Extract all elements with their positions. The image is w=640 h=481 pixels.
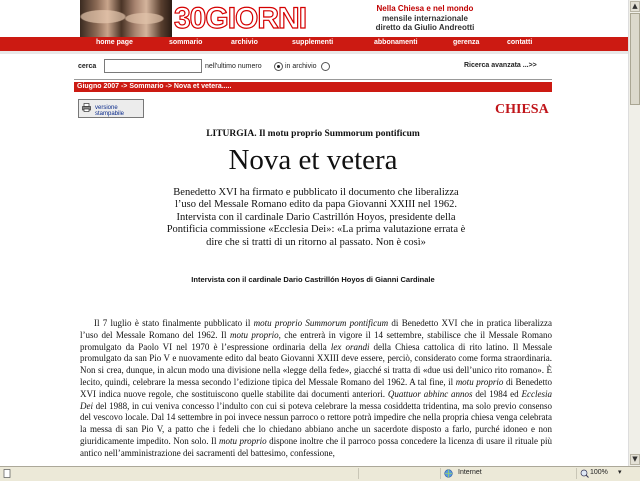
print-version-label: versione stampabile	[95, 105, 125, 117]
zoom-icon[interactable]	[580, 469, 589, 478]
nav-supplementi[interactable]: supplementi	[292, 39, 334, 46]
breadcrumb	[74, 82, 552, 92]
tagline-line-1: Nella Chiesa e nel mondo	[376, 4, 474, 13]
site-logo[interactable]: 30GIORNI	[174, 2, 307, 35]
main-nav	[0, 37, 628, 51]
security-zone-label: Internet	[458, 469, 482, 476]
scroll-thumb[interactable]	[630, 13, 640, 105]
search-option-archive-label: in archivio	[285, 63, 317, 70]
status-cell-divider	[576, 468, 577, 479]
header-photo	[80, 0, 172, 37]
scroll-down-button[interactable]: ▼	[630, 454, 640, 465]
nav-archivio[interactable]: archivio	[231, 39, 258, 46]
tagline-line-2: mensile internazionale	[382, 13, 468, 23]
nav-abbonamenti[interactable]: abbonamenti	[374, 39, 418, 46]
search-label: cerca	[78, 63, 97, 70]
browser-status-bar	[0, 466, 640, 481]
section-label: CHIESA	[495, 102, 549, 117]
search-option-archive-radio[interactable]	[321, 62, 330, 71]
nav-contatti[interactable]: contatti	[507, 39, 533, 46]
breadcrumb-text[interactable]: Giugno 2007 -> Sommario -> Nova et vetera.....	[77, 83, 232, 90]
nav-divider	[0, 51, 628, 54]
internet-globe-icon	[444, 469, 453, 478]
printer-icon	[82, 103, 91, 112]
page-icon	[3, 469, 12, 478]
site-tagline	[370, 4, 480, 33]
tagline-line-3: diretto da Giulio Andreotti	[375, 23, 475, 32]
article-kicker: LITURGIA. Il motu proprio Summorum pontificum	[206, 129, 420, 139]
site-header	[0, 0, 628, 37]
nav-sommario[interactable]: sommario	[169, 39, 203, 46]
vertical-scrollbar[interactable]	[628, 0, 640, 466]
search-input[interactable]	[104, 59, 202, 73]
zoom-level[interactable]: 100%	[590, 469, 608, 476]
print-version-button[interactable]	[78, 99, 144, 118]
search-divider	[74, 79, 552, 80]
status-cell-divider	[440, 468, 441, 479]
advanced-search-link[interactable]: Ricerca avanzata ...>>	[464, 62, 537, 69]
article-body: Il 7 luglio è stato finalmente pubblicato il motu proprio Summorum pontificum di Benedetto XVI che in pratica liberalizza l’uso del Messale Romano del 1962. Il motu proprio, che entrerà in vigore il 14 settembre, stabilisce che il Messale Romano promulgato da Paolo VI nel 1970 è l’espressione ordinaria della lex orandi della Chiesa cattolica di rito latino. Il Messale promulgato da san Pio V e nuovamente edito dal beato Giovanni XXIII deve essere, perciò, considerato come forma straordinaria. Non si crea, dunque, in alcun modo una divisione nella «legge della fede», giacché si tratta di «due usi dell’unico rito romano». È lecito, quindi, celebrare la messa secondo l’edizione tipica del Messale Romano del 1962. A tal fine, il motu proprio di Benedetto XVI indica nuove regole, che sostituiscono quelle stabilite dai documenti anteriori. Quattuor abhinc annos del 1984 ed Ecclesia Dei del 1988, in cui veniva concesso l’indulto con cui si poteva celebrare la messa cosiddetta tridentina, ma solo previo consenso del vescovo locale. Dal 14 settembre in poi invece nessun parroco o rettore potrà impedire che nella propria chiesa venga celebrata la messa di san Pio V, a patto che i fedeli che lo chiedano abbiano anche un sacerdote disposto a farlo, purché idoneo e non giuridicamente impedito. Non solo. Il motu proprio dispone inoltre che il parroco possa concedere la licenza di usare il rituale più antico nell’amministrazione dei sacramenti del battesimo, confessione,	[80, 318, 553, 458]
zoom-dropdown-icon[interactable]: ▾	[618, 468, 622, 476]
search-option-current-label: nell'ultimo numero	[205, 63, 262, 70]
nav-home-page[interactable]: home page	[96, 39, 133, 46]
scroll-up-button[interactable]: ▲	[630, 1, 640, 12]
article-title: Nova et vetera	[228, 144, 398, 176]
status-cell-divider	[358, 468, 359, 479]
nav-gerenza[interactable]: gerenza	[453, 39, 480, 46]
search-option-current-radio[interactable]	[274, 62, 283, 71]
search-bar	[74, 57, 552, 77]
article-byline: Intervista con il cardinale Dario Castrillón Hoyos di Gianni Cardinale	[191, 275, 435, 284]
article-summary: Benedetto XVI ha firmato e pubblicato il documento che liberalizza l’uso del Messale Romano edito da papa Giovanni XXIII nel 1962. Intervista con il cardinale Dario Castrillón Hoyos, presidente della Pontificia commissione «Ecclesia Dei»: «La prima valutazione errata è dire che si tratti di un ritorno al passato. Non è così»	[166, 187, 466, 248]
